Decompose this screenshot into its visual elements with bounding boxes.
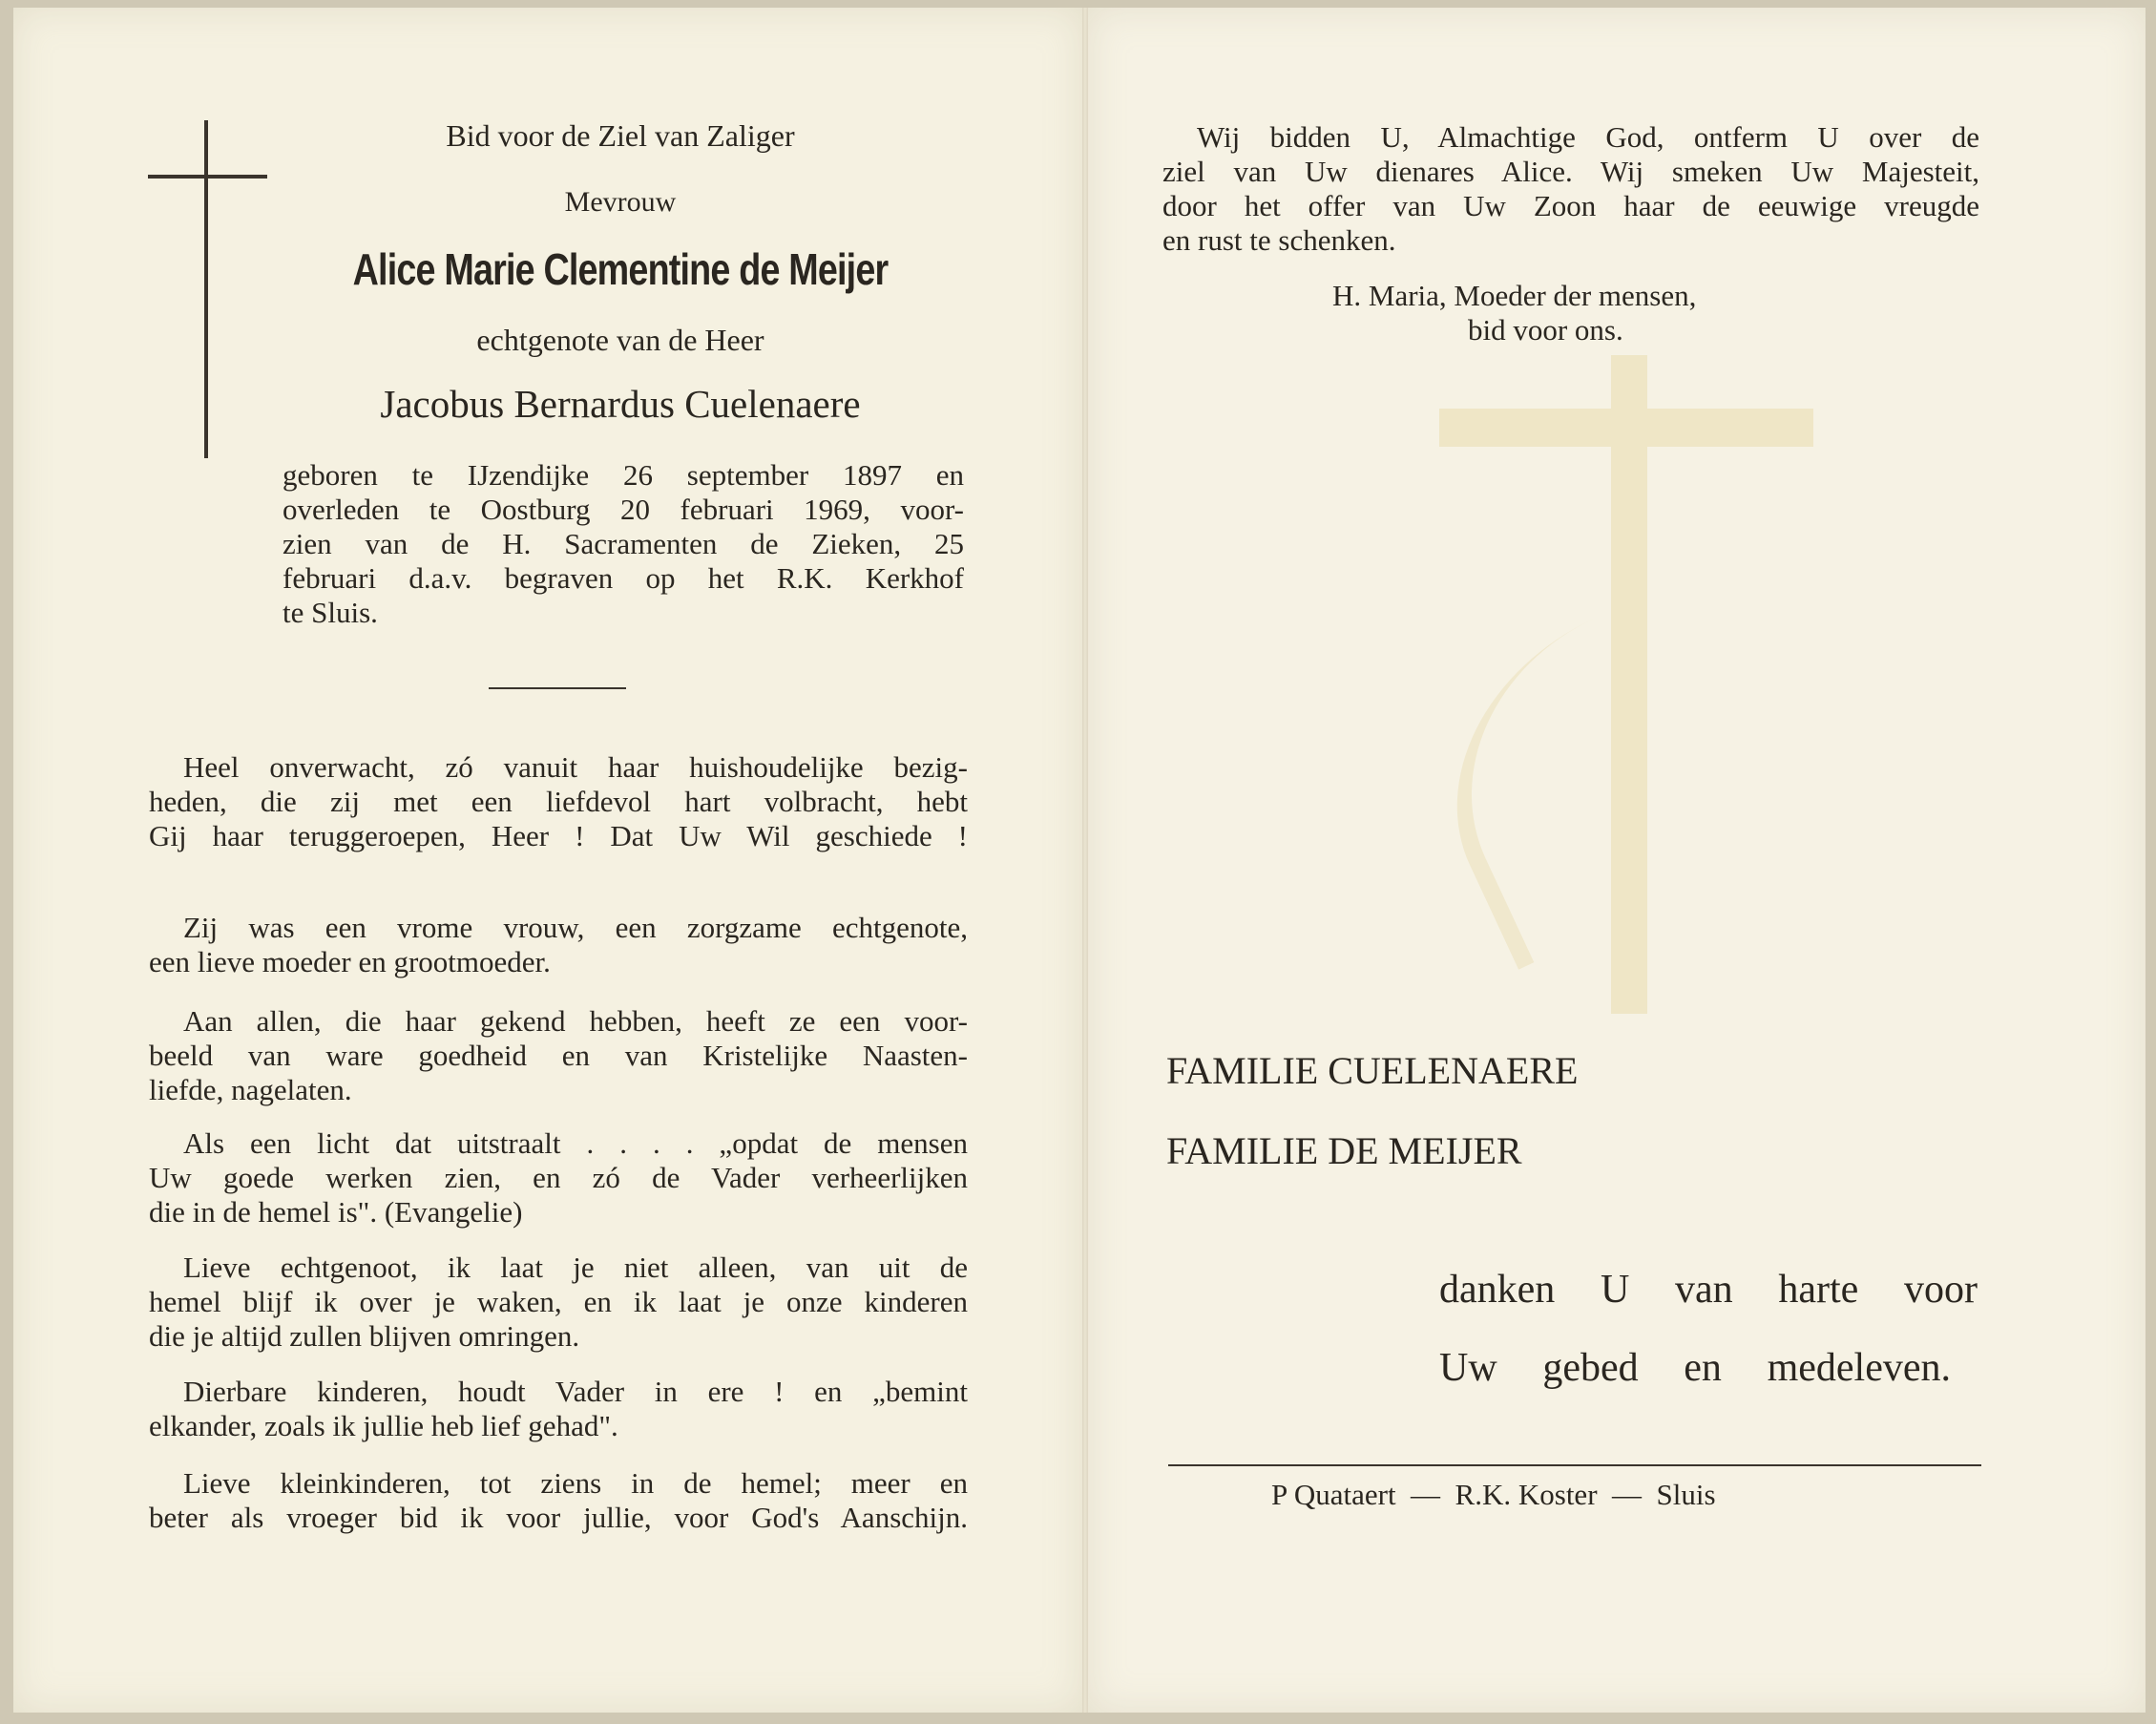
text-line: Gij haar teruggeroepen, Heer ! Dat Uw Wil geschiede ! xyxy=(149,819,968,852)
bio-line: februari d.a.v. begraven op het R.K. Kerkhof xyxy=(283,561,964,595)
honorific: Mevrouw xyxy=(564,186,677,218)
paragraph xyxy=(149,1375,968,1443)
cross-icon xyxy=(204,120,208,458)
paragraph xyxy=(149,911,968,979)
text-line: Dierbare kinderen, houdt Vader in ere ! en „bemint xyxy=(183,1375,968,1408)
text-line: Heel onverwacht, zó vanuit haar huishoudelijke bezig- xyxy=(183,750,968,784)
text-line: Uw goede werken zien, en zó de Vader verheerlijken xyxy=(149,1161,968,1194)
paragraph xyxy=(149,750,968,853)
text-line: ziel van Uw dienares Alice. Wij smeken Uw Majesteit, xyxy=(1162,155,1979,188)
prayer-intro: Bid voor de Ziel van Zaliger xyxy=(446,118,795,153)
text-line: Lieve kleinkinderen, tot ziens in de hemel; meer en xyxy=(183,1466,968,1500)
bio-line: te Sluis. xyxy=(283,596,378,629)
paragraph xyxy=(149,1126,968,1230)
text-line: elkander, zoals ik jullie heb lief gehad". xyxy=(149,1409,618,1442)
thanks-line: danken U van harte voor xyxy=(1439,1268,1978,1312)
text-line: Aan allen, die haar gekend hebben, heeft ze een voor- xyxy=(183,1004,968,1038)
text-line: Lieve echtgenoot, ik laat je niet alleen, van uit de xyxy=(183,1251,968,1284)
maria-prayer-line1: H. Maria, Moeder der mensen, xyxy=(1332,279,1697,312)
text-line: Zij was een vrome vrouw, een zorgzame echtgenote, xyxy=(183,911,968,944)
bio-line: geboren te IJzendijke 26 september 1897 en xyxy=(283,458,964,492)
maria-prayer-line2: bid voor ons. xyxy=(1468,313,1623,347)
divider xyxy=(1168,1464,1981,1466)
bio-line: overleden te Oostburg 20 februari 1969, voor- xyxy=(283,493,964,526)
text-line: beeld van ware goedheid en van Kristelijke Naasten- xyxy=(149,1039,968,1072)
family-name: FAMILIE CUELENAERE xyxy=(1166,1049,1579,1092)
text-line: Als een licht dat uitstraalt . . . . „opdat de mensen xyxy=(183,1126,968,1160)
paragraph xyxy=(149,1466,968,1535)
text-line: liefde, nagelaten. xyxy=(149,1073,352,1106)
paragraph xyxy=(149,1004,968,1107)
bio-line: zien van de H. Sacramenten de Zieken, 25 xyxy=(283,527,964,560)
printer-credit: P Quataert — R.K. Koster — Sluis xyxy=(1271,1478,1716,1511)
text-line: een lieve moeder en grootmoeder. xyxy=(149,945,551,978)
watermark-cross-bar xyxy=(1439,409,1813,447)
biography xyxy=(283,458,964,630)
text-line: beter als vroeger bid ik voor jullie, voor God's Aanschijn. xyxy=(149,1501,968,1534)
divider xyxy=(489,687,626,689)
spouse-name: Jacobus Bernardus Cuelenaere xyxy=(380,382,861,426)
thanks-line: Uw gebed en medeleven. xyxy=(1439,1346,1951,1390)
cross-icon-bar xyxy=(148,175,267,179)
text-line: en rust te schenken. xyxy=(1162,223,1396,257)
text-line: door het offer van Uw Zoon haar de eeuwige vreugde xyxy=(1162,189,1979,222)
text-line: heden, die zij met een liefdevol hart volbracht, hebt xyxy=(149,785,968,818)
closing-prayer xyxy=(1162,120,1979,258)
family-name: FAMILIE DE MEIJER xyxy=(1166,1129,1522,1172)
text-line: die je altijd zullen blijven omringen. xyxy=(149,1319,580,1353)
text-line: hemel blijf ik over je waken, en ik laat je onze kinderen xyxy=(149,1285,968,1318)
spouse-intro: echtgenote van de Heer xyxy=(476,323,764,357)
text-line: Wij bidden U, Almachtige God, ontferm U over de xyxy=(1197,120,1979,154)
text-line: die in de hemel is". (Evangelie) xyxy=(149,1195,523,1229)
deceased-name: Alice Marie Clementine de Meijer xyxy=(352,244,889,294)
paragraph xyxy=(149,1251,968,1354)
